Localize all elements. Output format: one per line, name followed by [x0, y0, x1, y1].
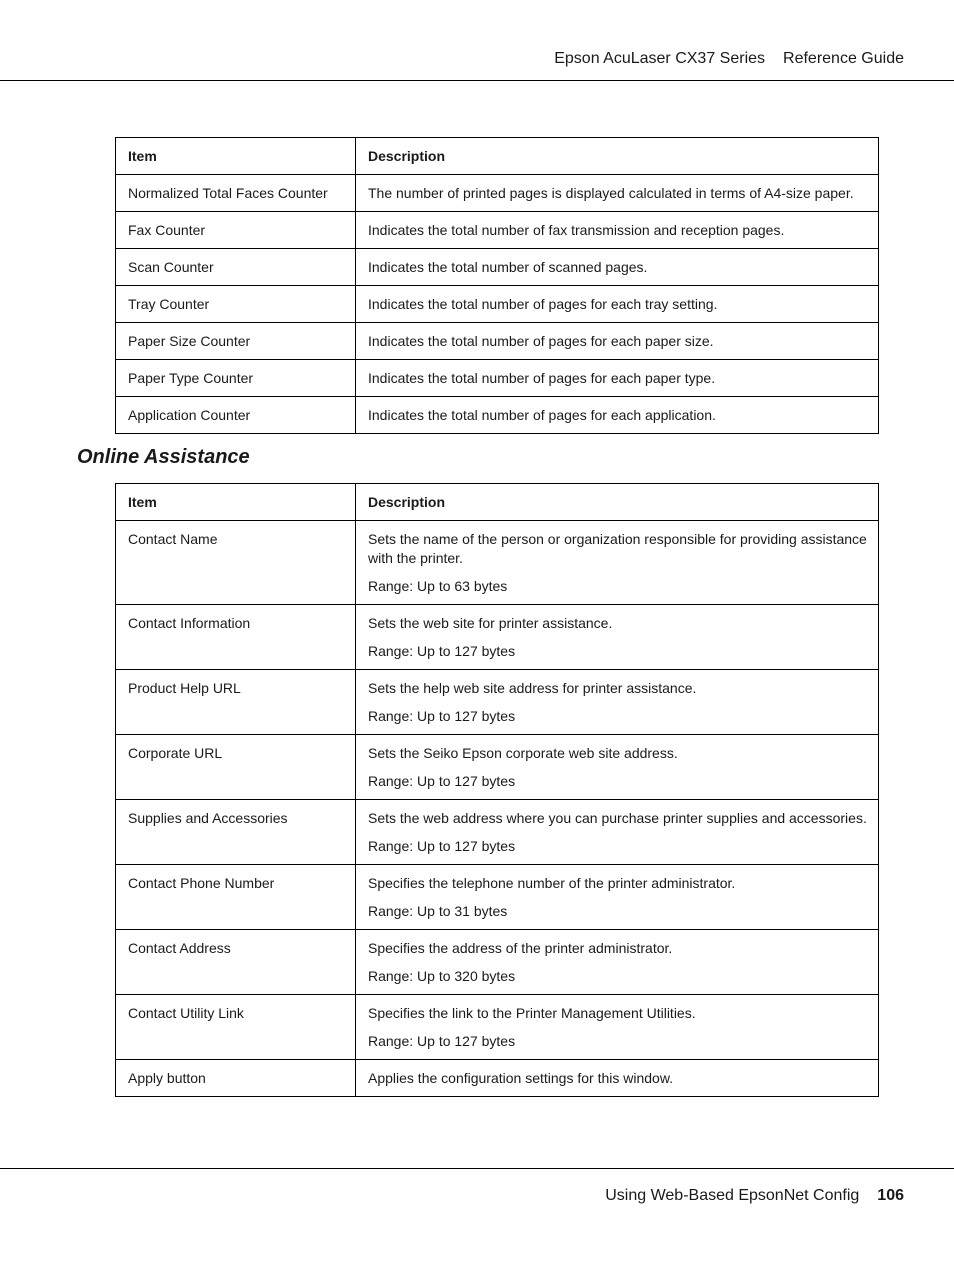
description-cell — [356, 1060, 879, 1097]
item-cell: Contact Name — [116, 521, 356, 605]
description-text: Applies the configuration settings for this window. — [368, 1070, 674, 1086]
description-text: Specifies the telephone number of the printer administrator. — [368, 875, 736, 891]
description-cell — [356, 930, 879, 995]
description-text: Specifies the link to the Printer Management Utilities. — [368, 1005, 696, 1021]
counter-table-body — [116, 175, 879, 434]
description-text: Range: Up to 127 bytes — [368, 1033, 516, 1049]
description-text: Indicates the total number of pages for each paper type. — [368, 370, 716, 386]
description-text: Range: Up to 320 bytes — [368, 968, 516, 984]
item-cell: Contact Information — [116, 605, 356, 670]
online-assistance-table — [115, 483, 879, 1097]
description-cell — [356, 175, 879, 212]
section-title: Online Assistance — [77, 446, 250, 468]
table-header-row — [116, 138, 879, 175]
description-cell — [356, 735, 879, 800]
description-text: Indicates the total number of pages for each tray setting. — [368, 296, 718, 312]
table-row — [116, 212, 879, 249]
column-header-description: Description — [356, 484, 879, 521]
description-text: Indicates the total number of pages for each paper size. — [368, 333, 714, 349]
description-text: Sets the Seiko Epson corporate web site address. — [368, 745, 678, 761]
footer-text — [605, 1187, 904, 1205]
item-cell: Contact Phone Number — [116, 865, 356, 930]
table-row — [116, 930, 879, 995]
item-cell: Fax Counter — [116, 212, 356, 249]
table-row — [116, 670, 879, 735]
table-row — [116, 995, 879, 1060]
description-cell — [356, 605, 879, 670]
table-row — [116, 800, 879, 865]
table-row — [116, 175, 879, 212]
table-row — [116, 397, 879, 434]
item-cell: Product Help URL — [116, 670, 356, 735]
description-text: Indicates the total number of fax transmission and reception pages. — [368, 222, 785, 238]
description-text: Sets the web site for printer assistance. — [368, 615, 613, 631]
header-guide: Reference Guide — [783, 50, 904, 67]
online-assistance-table-body — [116, 521, 879, 1097]
column-header-item: Item — [116, 484, 356, 521]
description-text: Indicates the total number of scanned pages. — [368, 259, 648, 275]
page-header — [0, 0, 954, 81]
column-header-item: Item — [116, 138, 356, 175]
description-cell — [356, 397, 879, 434]
table-row — [116, 1060, 879, 1097]
item-cell: Paper Size Counter — [116, 323, 356, 360]
description-cell — [356, 249, 879, 286]
description-text: Sets the web address where you can purchase printer supplies and accessories. — [368, 810, 867, 826]
description-cell — [356, 212, 879, 249]
description-text: Range: Up to 63 bytes — [368, 578, 508, 594]
description-text: Range: Up to 127 bytes — [368, 643, 516, 659]
description-text: Range: Up to 127 bytes — [368, 708, 516, 724]
item-cell: Paper Type Counter — [116, 360, 356, 397]
item-cell: Normalized Total Faces Counter — [116, 175, 356, 212]
item-cell: Supplies and Accessories — [116, 800, 356, 865]
description-text: The number of printed pages is displayed calculated in terms of A4-size paper. — [368, 185, 854, 201]
item-cell: Contact Utility Link — [116, 995, 356, 1060]
table-row — [116, 286, 879, 323]
description-cell — [356, 521, 879, 605]
description-cell — [356, 323, 879, 360]
item-cell: Contact Address — [116, 930, 356, 995]
table-row — [116, 521, 879, 605]
table-row — [116, 865, 879, 930]
column-header-description: Description — [356, 138, 879, 175]
item-cell: Apply button — [116, 1060, 356, 1097]
item-cell: Tray Counter — [116, 286, 356, 323]
description-cell — [356, 286, 879, 323]
description-text: Specifies the address of the printer administrator. — [368, 940, 673, 956]
table-row — [116, 735, 879, 800]
description-cell — [356, 670, 879, 735]
description-cell — [356, 800, 879, 865]
table-row — [116, 605, 879, 670]
description-text: Range: Up to 31 bytes — [368, 903, 508, 919]
counter-table — [115, 137, 879, 434]
description-cell — [356, 360, 879, 397]
description-text: Range: Up to 127 bytes — [368, 773, 516, 789]
header-product: Epson AcuLaser CX37 Series — [554, 50, 766, 67]
description-cell — [356, 995, 879, 1060]
header-text — [554, 50, 904, 68]
item-cell: Scan Counter — [116, 249, 356, 286]
table-row — [116, 323, 879, 360]
description-text: Sets the name of the person or organization responsible for providing assistance with the printer. — [368, 531, 867, 566]
footer-chapter: Using Web-Based EpsonNet Config — [605, 1187, 860, 1204]
description-text: Range: Up to 127 bytes — [368, 838, 516, 854]
item-cell: Corporate URL — [116, 735, 356, 800]
table-row — [116, 249, 879, 286]
description-text: Sets the help web site address for printer assistance. — [368, 680, 697, 696]
page-footer — [0, 1168, 954, 1229]
description-cell — [356, 865, 879, 930]
page-number: 106 — [877, 1187, 904, 1204]
table-header-row — [116, 484, 879, 521]
table-row — [116, 360, 879, 397]
description-text: Indicates the total number of pages for each application. — [368, 407, 716, 423]
item-cell: Application Counter — [116, 397, 356, 434]
